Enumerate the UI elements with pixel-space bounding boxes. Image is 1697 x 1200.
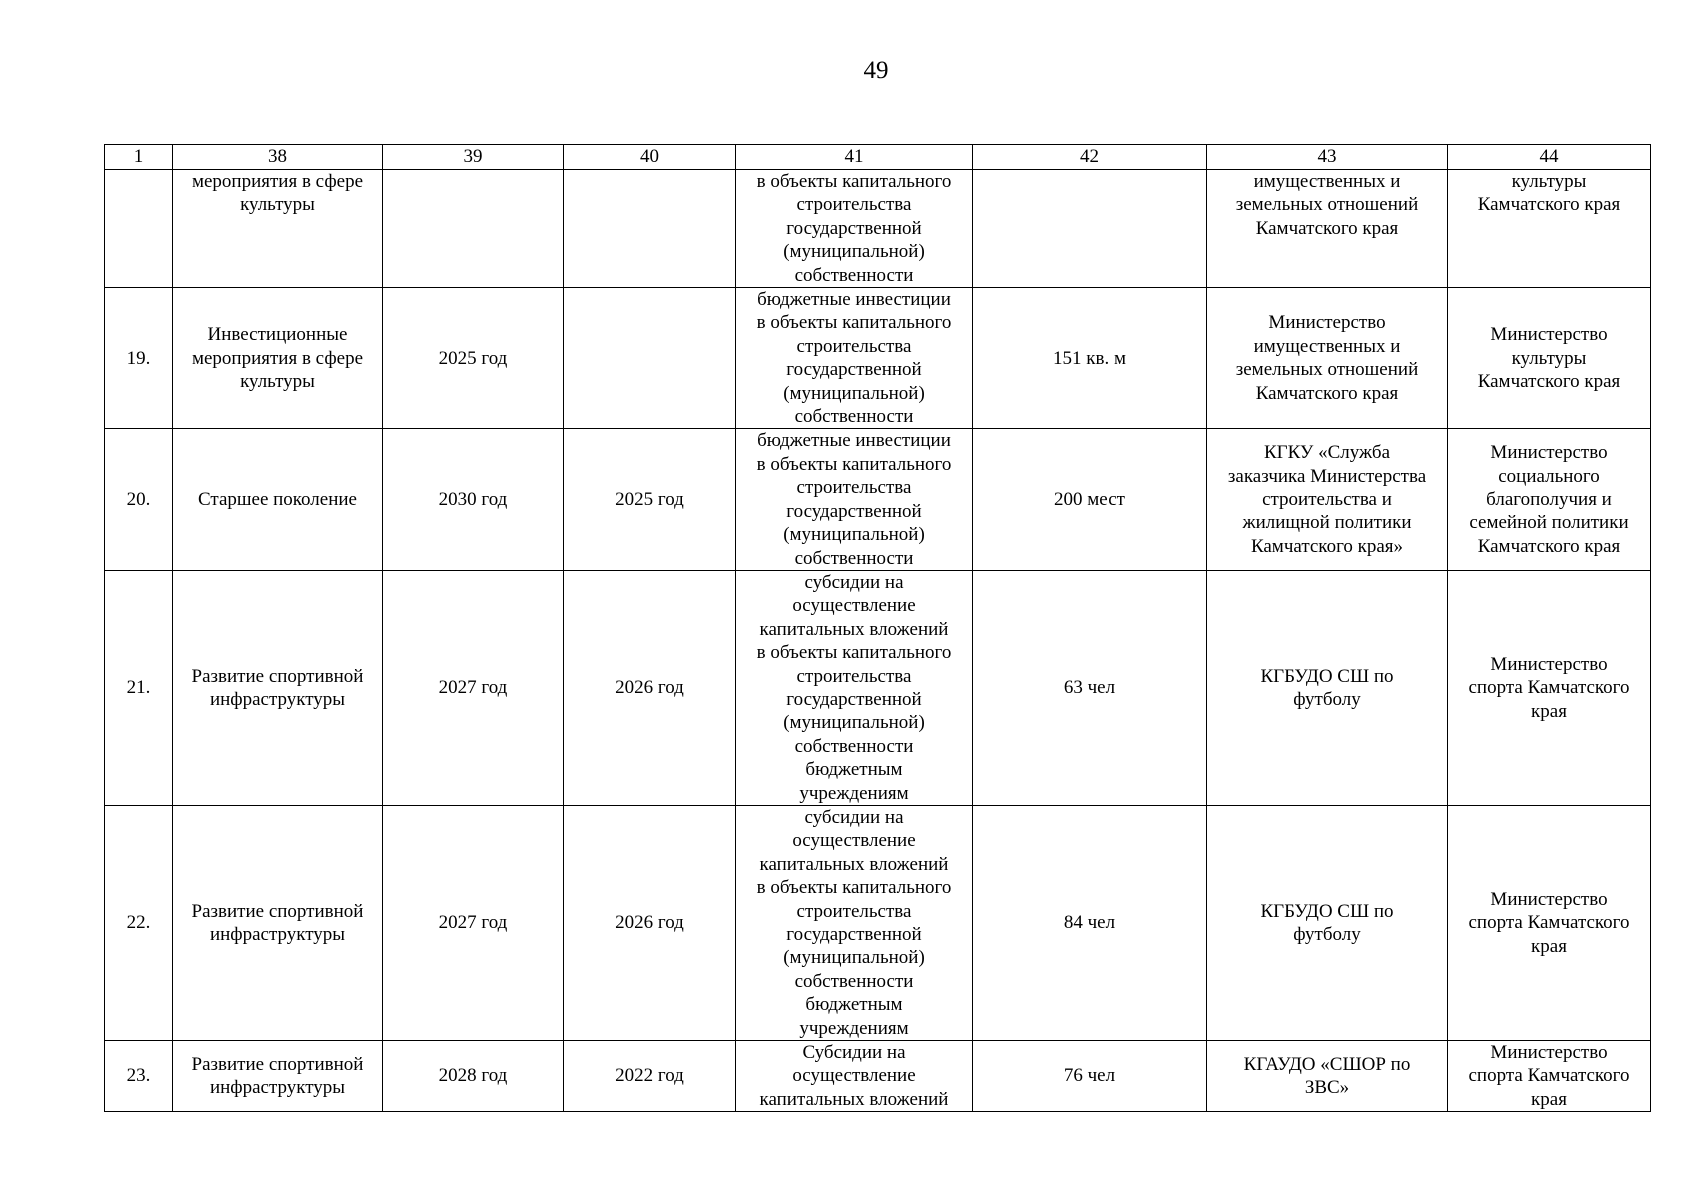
cell-text-line: Камчатского края (1255, 382, 1399, 404)
cell-text-line: Камчатского края (1477, 194, 1621, 216)
cell-text-line: Министерство (1490, 1042, 1608, 1064)
event-name-cell (173, 570, 383, 805)
event-name-cell (173, 170, 383, 288)
cell-text-line: осуществление (792, 830, 916, 852)
event-name-cell (173, 1041, 383, 1112)
year-start-cell: 2025 год (564, 429, 736, 570)
funding-type-cell (736, 288, 973, 429)
cell-text-line: государственной (786, 359, 922, 381)
row-number-cell: 21. (105, 570, 173, 805)
cell-text-line: Субсидии на (802, 1042, 906, 1064)
column-header: 39 (383, 145, 564, 170)
cell-text-line: инфраструктуры (209, 688, 346, 710)
row-number-cell: 19. (105, 288, 173, 429)
cell-text-line: осуществление (792, 595, 916, 617)
funding-type-cell (736, 429, 973, 570)
cell-text-line: культуры (240, 370, 315, 392)
ministry-cell (1448, 570, 1651, 805)
row-number-cell: 22. (105, 805, 173, 1040)
cell-text-line: субсидии на (804, 806, 904, 828)
year-start-cell: 2026 год (564, 805, 736, 1040)
page-number: 49 (863, 57, 889, 84)
cell-text-line: имущественных и (1253, 335, 1401, 357)
cell-text-line: государственной (786, 500, 922, 522)
cell-text-line: Инвестиционные (207, 324, 348, 346)
table-row (105, 1041, 1651, 1112)
cell-text-line: жилищной политики (1242, 512, 1412, 534)
cell-text-line: собственности (794, 735, 914, 757)
cell-text-line: бюджетные инвестиции (757, 289, 951, 311)
cell-text-line: собственности (794, 406, 914, 428)
cell-text-line: культуры (1511, 171, 1587, 192)
funding-type-cell (736, 805, 973, 1040)
cell-text-line: Старшее поколение (197, 488, 357, 510)
column-header: 1 (105, 145, 173, 170)
capacity-cell: 63 чел (973, 570, 1207, 805)
cell-text-line: капитальных вложений (759, 618, 949, 640)
capacity-cell (973, 170, 1207, 288)
year-end-cell (383, 170, 564, 288)
cell-text-line: строительства (796, 194, 912, 216)
cell-text-line: в объекты капитального (756, 877, 952, 899)
year-end-cell: 2028 год (383, 1041, 564, 1112)
cell-text-line: строительства (796, 900, 912, 922)
column-number-row (105, 145, 1651, 170)
year-end-cell: 2027 год (383, 570, 564, 805)
capacity-cell: 76 чел (973, 1041, 1207, 1112)
cell-text-line: строительства (796, 665, 912, 687)
cell-text-line: учреждениям (799, 1017, 909, 1039)
cell-text-line: Развитие спортивной (191, 665, 364, 687)
cell-text-line: социального (1498, 465, 1600, 487)
capacity-cell: 151 кв. м (973, 288, 1207, 429)
cell-text-line: учреждениям (799, 782, 909, 804)
cell-text-line: благополучия и (1486, 488, 1612, 510)
cell-text-line: Развитие спортивной (191, 900, 364, 922)
column-header: 38 (173, 145, 383, 170)
funding-type-cell (736, 170, 973, 288)
row-number-cell: 23. (105, 1041, 173, 1112)
cell-text-line: семейной политики (1469, 512, 1629, 534)
cell-text-line: Министерство (1490, 653, 1608, 675)
cell-text-line: края (1531, 1088, 1567, 1110)
cell-text-line: собственности (794, 264, 914, 286)
row-number-cell: 20. (105, 429, 173, 570)
cell-text-line: бюджетные инвестиции (757, 430, 951, 452)
cell-text-line: в объекты капитального (756, 453, 952, 475)
capacity-cell: 200 мест (973, 429, 1207, 570)
year-start-cell (564, 288, 736, 429)
cell-text-line: строительства и (1262, 488, 1392, 510)
cell-text-line: Министерство (1490, 888, 1608, 910)
column-header: 41 (736, 145, 973, 170)
cell-text-line: мероприятия в сфере (191, 347, 364, 369)
cell-text-line: ЗВС» (1304, 1077, 1350, 1099)
cell-text-line: бюджетным (805, 759, 903, 781)
event-name-cell (173, 288, 383, 429)
cell-text-line: капитальных вложений (759, 1088, 949, 1110)
cell-text-line: КГБУДО СШ по (1260, 900, 1394, 922)
table-row (105, 288, 1651, 429)
ministry-cell (1448, 1041, 1651, 1112)
table-body (105, 170, 1651, 1112)
year-start-cell (564, 170, 736, 288)
cell-text-line: КГБУДО СШ по (1260, 665, 1394, 687)
year-end-cell: 2027 год (383, 805, 564, 1040)
customer-cell (1207, 288, 1448, 429)
cell-text-line: Министерство (1268, 312, 1386, 334)
cell-text-line: спорта Камчатского (1468, 1065, 1630, 1087)
cell-text-line: заказчика Министерства (1227, 465, 1427, 487)
ministry-cell (1448, 429, 1651, 570)
cell-text-line: футболу (1293, 924, 1361, 945)
cell-text-line: Министерство (1490, 442, 1608, 464)
capacity-cell: 84 чел (973, 805, 1207, 1040)
event-name-cell (173, 429, 383, 570)
row-number-cell (105, 170, 173, 288)
cell-text-line: Камчатского края (1477, 370, 1621, 392)
ministry-cell (1448, 805, 1651, 1040)
cell-text-line: (муниципальной) (783, 241, 925, 263)
cell-text-line: культуры (1511, 347, 1587, 369)
cell-text-line: Камчатского края» (1250, 535, 1404, 557)
column-header: 40 (564, 145, 736, 170)
cell-text-line: (муниципальной) (783, 947, 925, 969)
data-table (104, 144, 1651, 1112)
cell-text-line: в объекты капитального (756, 642, 952, 664)
cell-text-line: Министерство (1490, 324, 1608, 346)
table-row (105, 805, 1651, 1040)
cell-text-line: осуществление (792, 1065, 916, 1087)
year-end-cell: 2025 год (383, 288, 564, 429)
cell-text-line: собственности (794, 547, 914, 569)
cell-text-line: в объекты капитального (756, 312, 952, 334)
cell-text-line: спорта Камчатского (1468, 677, 1630, 699)
cell-text-line: (муниципальной) (783, 712, 925, 734)
column-header: 44 (1448, 145, 1651, 170)
cell-text-line: капитальных вложений (759, 853, 949, 875)
ministry-cell (1448, 288, 1651, 429)
cell-text-line: строительства (796, 477, 912, 499)
year-end-cell: 2030 год (383, 429, 564, 570)
customer-cell (1207, 1041, 1448, 1112)
cell-text-line: КГАУДО «СШОР по (1243, 1053, 1411, 1075)
cell-text-line: инфраструктуры (209, 924, 346, 945)
cell-text-line: Камчатского края (1477, 535, 1621, 557)
funding-type-cell (736, 1041, 973, 1112)
cell-text-line: футболу (1293, 688, 1361, 710)
funding-type-cell (736, 570, 973, 805)
table-row (105, 170, 1651, 288)
cell-text-line: Развитие спортивной (191, 1053, 364, 1075)
cell-text-line: мероприятия в сфере (191, 171, 364, 192)
cell-text-line: земельных отношений (1235, 194, 1419, 216)
column-header: 43 (1207, 145, 1448, 170)
cell-text-line: в объекты капитального (756, 171, 952, 192)
cell-text-line: КГКУ «Служба (1263, 442, 1391, 464)
cell-text-line: государственной (786, 688, 922, 710)
cell-text-line: имущественных и (1253, 171, 1401, 192)
cell-text-line: субсидии на (804, 571, 904, 593)
cell-text-line: земельных отношений (1235, 359, 1419, 381)
cell-text-line: бюджетным (805, 994, 903, 1016)
column-header: 42 (973, 145, 1207, 170)
cell-text-line: инфраструктуры (209, 1077, 346, 1099)
table-row (105, 570, 1651, 805)
year-start-cell: 2022 год (564, 1041, 736, 1112)
year-start-cell: 2026 год (564, 570, 736, 805)
cell-text-line: (муниципальной) (783, 524, 925, 546)
customer-cell (1207, 170, 1448, 288)
cell-text-line: Камчатского края (1255, 217, 1399, 239)
customer-cell (1207, 429, 1448, 570)
cell-text-line: собственности (794, 970, 914, 992)
cell-text-line: (муниципальной) (783, 382, 925, 404)
cell-text-line: государственной (786, 217, 922, 239)
table-row (105, 429, 1651, 570)
cell-text-line: края (1531, 700, 1567, 722)
cell-text-line: культуры (240, 194, 315, 216)
cell-text-line: государственной (786, 924, 922, 945)
ministry-cell (1448, 170, 1651, 288)
event-name-cell (173, 805, 383, 1040)
customer-cell (1207, 805, 1448, 1040)
cell-text-line: спорта Камчатского (1468, 912, 1630, 934)
cell-text-line: края (1531, 935, 1567, 957)
customer-cell (1207, 570, 1448, 805)
cell-text-line: строительства (796, 335, 912, 357)
